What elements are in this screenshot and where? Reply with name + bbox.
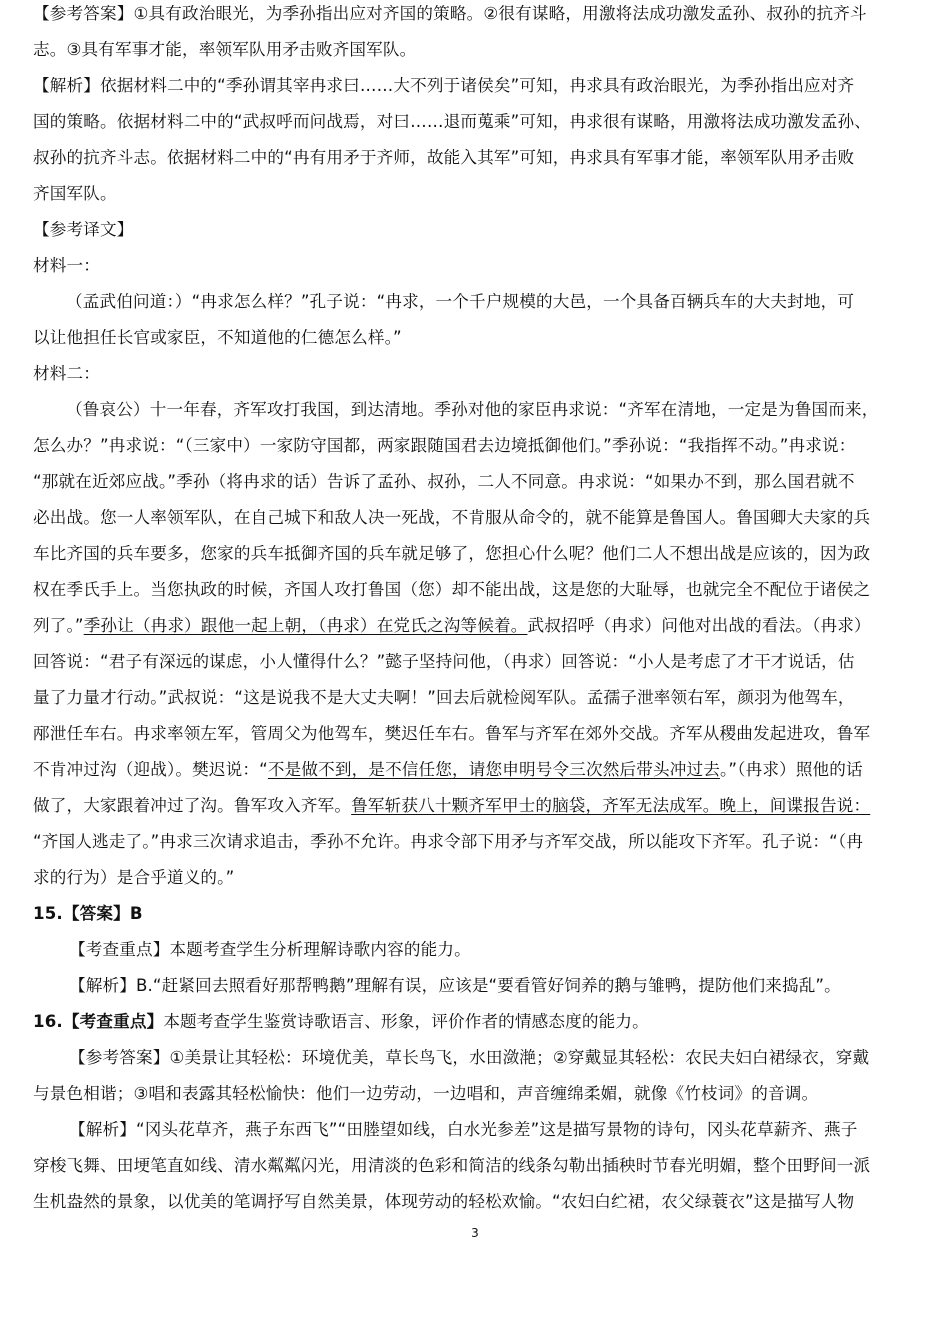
- text-segment: 以让他担任长官或家臣，不知道他的仁德怎么样。”: [33, 328, 402, 347]
- document-body: [33, 0, 921, 1211]
- text-segment: 【考查重点】本题考查学生分析理解诗歌内容的能力。: [69, 940, 471, 959]
- text-segment: 国的策略。依据材料二中的“武叔呼而问战焉，对曰……退而蒐乘”可知，冉求很有谋略，用激将法成功激发孟孙、: [33, 112, 871, 131]
- text-segment: 量了力量才行动。”武叔说：“这是说我不是大丈夫啊！”回去后就检阅军队。孟孺子泄率领右军，颜羽为他驾车，: [33, 688, 855, 707]
- text-line: [33, 653, 921, 671]
- text-line: [33, 977, 921, 995]
- text-line: [33, 77, 921, 95]
- text-line: [33, 797, 921, 815]
- text-line: [33, 725, 921, 743]
- text-segment: 齐国军队。: [33, 184, 117, 203]
- text-line: [33, 581, 921, 599]
- text-segment: 叔孙的抗齐斗志。依据材料二中的“冉有用矛于齐师，故能入其军”可知，冉求具有军事才能，率领军队用矛击败: [33, 148, 855, 167]
- text-line: [33, 1013, 921, 1031]
- underlined-text: 鲁军斩获八十颗齐军甲士的脑袋，齐军无法成军。晚上，间谍报告说：: [351, 796, 871, 815]
- text-segment: 列了。”: [33, 616, 84, 635]
- text-line: [33, 545, 921, 563]
- text-segment: 【解析】B.“赶紧回去照看好那帮鸭鹅”理解有误，应该是“要看管好饲养的鹅与雏鸭，提防他们来捣乱”。: [69, 976, 841, 995]
- text-line: [33, 5, 921, 23]
- text-segment: 【解析】“冈头花草齐，燕子东西飞”“田塍望如线，白水光参差”这是描写景物的诗句，冈头花草薪齐、燕子: [69, 1120, 858, 1139]
- text-line: [33, 1085, 921, 1103]
- text-segment: 志。③具有军事才能，率领军队用矛击败齐国军队。: [33, 40, 417, 59]
- text-segment: 与景色相谐；③唱和表露其轻松愉快：他们一边劳动，一边唱和，声音缠绵柔媚，就像《竹枝词》的音调。: [33, 1084, 819, 1103]
- text-line: [33, 365, 921, 383]
- text-line: [33, 509, 921, 527]
- underlined-text: 季孙让（冉求）跟他一起上朝，（冉求）在党氏之沟等候着。: [83, 616, 528, 635]
- text-segment: 材料一：: [33, 256, 100, 275]
- text-segment: 车比齐国的兵车要多，您家的兵车抵御齐国的兵车就足够了，您担心什么呢？他们二人不想出战是应该的，因为政: [33, 544, 871, 563]
- text-line: [33, 1121, 921, 1139]
- underlined-text: 不是做不到，是不信任您，请您申明号令三次然后带头冲过去: [267, 760, 720, 779]
- text-line: [33, 689, 921, 707]
- text-segment: 怎么办？”冉求说：“（三家中）一家防守国都，两家跟随国君去边境抵御他们。”季孙说：“我指挥不动。”冉求说：: [33, 436, 856, 455]
- bold-text: 15.【答案】B: [33, 904, 143, 923]
- text-segment: 邴泄任车右。冉求率领左军，管周父为他驾车，樊迟任车右。鲁军与齐军在郊外交战。齐军从稷曲发起进攻，鲁军: [33, 724, 871, 743]
- text-line: [33, 41, 921, 59]
- text-line: [33, 833, 921, 851]
- text-segment: 【参考译文】: [33, 220, 134, 239]
- text-line: [33, 941, 921, 959]
- text-line: [33, 293, 921, 311]
- text-line: [33, 905, 921, 923]
- text-line: [33, 257, 921, 275]
- text-segment: （孟武伯问道：）“冉求怎么样？”孔子说：“冉求，一个千户规模的大邑，一个具备百辆兵车的大夫封地，可: [66, 292, 855, 311]
- text-segment: 不肯冲过沟（迎战）。樊迟说：“: [33, 760, 268, 779]
- text-segment: 回答说：“君子有深远的谋虑，小人懂得什么？”懿子坚持问他，（冉求）回答说：“小人是考虑了才干才说话，估: [33, 652, 855, 671]
- text-line: [33, 617, 921, 635]
- text-segment: 必出战。您一人率领军队，在自己城下和敌人决一死战，不肯服从命令的，就不能算是鲁国人。鲁国卿大夫家的兵: [33, 508, 871, 527]
- text-line: [33, 113, 921, 131]
- text-line: [33, 149, 921, 167]
- text-segment: 权在季氏手上。当您执政的时候，齐国人攻打鲁国（您）却不能出战，这是您的大耻辱，也就完全不配位于诸侯之: [33, 580, 871, 599]
- text-line: [33, 761, 921, 779]
- text-line: [33, 1157, 921, 1175]
- text-line: [33, 437, 921, 455]
- text-line: [33, 221, 921, 239]
- text-segment: 穿梭飞舞、田埂笔直如线、清水粼粼闪光，用清淡的色彩和简洁的线条勾勒出插秧时节春光明媚，整个田野间一派: [33, 1156, 871, 1175]
- text-segment: 本题考查学生鉴赏诗歌语言、形象，评价作者的情感态度的能力。: [163, 1012, 649, 1031]
- text-line: [33, 869, 921, 887]
- text-line: [33, 329, 921, 347]
- text-segment: 武叔招呼（冉求）问他对出战的看法。（冉求）: [527, 616, 871, 635]
- text-segment: 。”（冉求）照他的话: [719, 760, 863, 779]
- text-segment: “齐国人逃走了。”冉求三次请求追击，季孙不允许。冉求令部下用矛与齐军交战，所以能攻下齐军。孔子说：“（冉: [33, 832, 864, 851]
- text-line: [33, 185, 921, 203]
- text-segment: 生机盎然的景象，以优美的笔调抒写自然美景，体现劳动的轻松欢愉。“农妇白纻裙，农父绿蓑衣”这是描写人物: [33, 1192, 855, 1211]
- text-segment: 材料二：: [33, 364, 100, 383]
- page-number: 3: [471, 1226, 479, 1240]
- bold-text: 16.【考查重点】: [33, 1012, 164, 1031]
- text-line: [33, 401, 921, 419]
- text-line: [33, 1049, 921, 1067]
- text-segment: 求的行为）是合乎道义的。”: [33, 868, 235, 887]
- text-segment: （鲁哀公）十一年春，齐军攻打我国，到达清地。季孙对他的家臣冉求说：“齐军在清地，一定是为鲁国而来，: [66, 400, 879, 419]
- text-segment: 做了，大家跟着冲过了沟。鲁军攻入齐军。: [33, 796, 352, 815]
- text-segment: 【解析】依据材料二中的“季孙谓其宰冉求曰……大不列于诸侯矣”可知，冉求具有政治眼光，为季孙指出应对齐: [33, 76, 855, 95]
- text-segment: 【参考答案】①美景让其轻松：环境优美，草长鸟飞，水田潋滟；②穿戴显其轻松：农民夫妇白裙绿衣，穿戴: [69, 1048, 870, 1067]
- text-segment: 【参考答案】①具有政治眼光，为季孙指出应对齐国的策略。②很有谋略，用激将法成功激发孟孙、叔孙的抗齐斗: [33, 4, 867, 23]
- text-line: [33, 1193, 921, 1211]
- text-line: [33, 473, 921, 491]
- text-segment: “那就在近郊应战。”季孙（将冉求的话）告诉了孟孙、叔孙，二人不同意。冉求说：“如果办不到，那么国君就不: [33, 472, 855, 491]
